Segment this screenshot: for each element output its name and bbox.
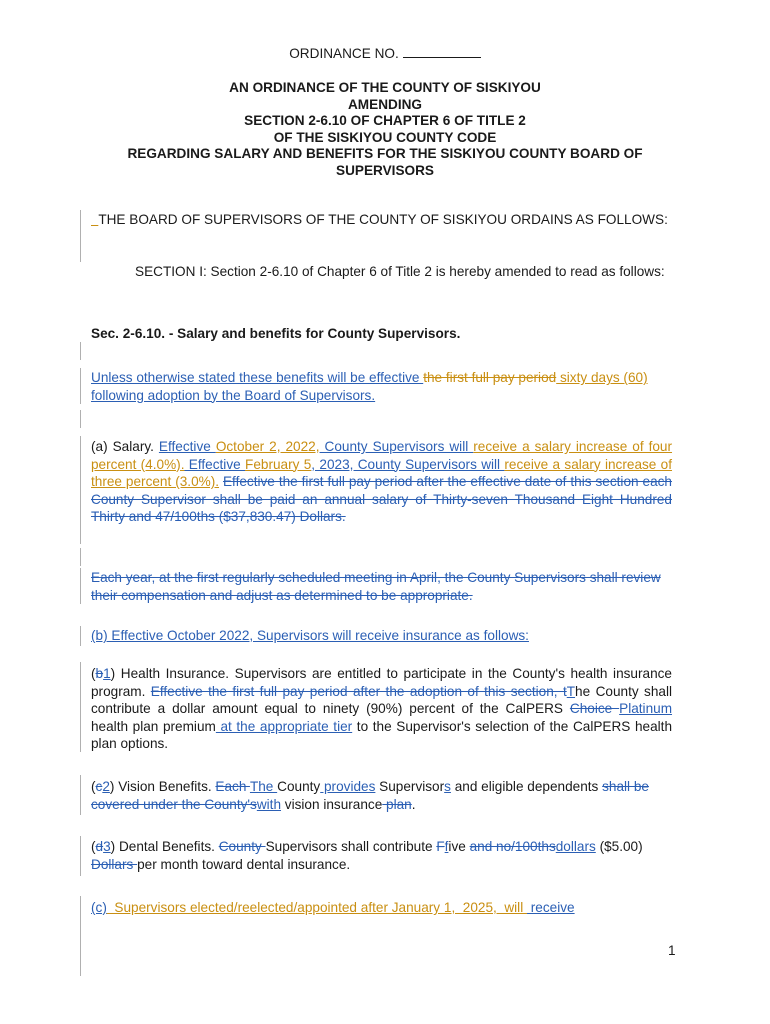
title-line: AN ORDINANCE OF THE COUNTY OF SISKIYOU xyxy=(229,80,541,95)
section-heading: Sec. 2-6.10. - Salary and benefits for County Supervisors. xyxy=(91,326,461,341)
ordinance-number-line xyxy=(80,45,690,61)
title-line: SECTION 2-6.10 OF CHAPTER 6 OF TITLE 2 xyxy=(244,113,526,128)
change-bar xyxy=(80,210,81,262)
health-insurance-paragraph: (b1) Health Insurance. Supervisors are entitled to participate in the County's health insurance program. Effective the first full pay period after the adoption of this section, tThe County shall contribute a dollar amount equal to ninety (90%) percent of the CalPERS Choice Platinum health plan premium at the appropriate tier to the Supervisor's selection of the CalPERS health plan options. xyxy=(91,666,673,751)
section-one-paragraph: SECTION I: Section 2-6.10 of Chapter 6 of Title 2 is hereby amended to read as follows: xyxy=(135,264,665,279)
change-bar xyxy=(80,368,81,404)
annual-review-paragraph: Each year, at the first regularly scheduled meeting in April, the County Supervisors shall review their compensation and adjust as determined to be appropriate. xyxy=(91,570,661,603)
enacting-clause xyxy=(91,211,672,229)
change-bar xyxy=(80,548,81,566)
title-line: OF THE SISKIYOU COUNTY CODE xyxy=(273,129,497,145)
ordinance-title xyxy=(80,80,690,179)
insurance-intro-paragraph: (b) Effective October 2022, Supervisors will receive insurance as follows: xyxy=(91,628,529,643)
change-bar xyxy=(80,662,81,752)
change-bar xyxy=(80,836,81,876)
effective-date-paragraph: Unless otherwise stated these benefits will be effective the first full pay period sixty days (60) following adoption by the Board of Supervisors. xyxy=(91,370,648,403)
ordinance-label: ORDINANCE NO. xyxy=(289,46,399,61)
enacting-text: THE BOARD OF SUPERVISORS OF THE COUNTY OF SISKIYOU ORDAINS AS FOLLOWS: xyxy=(98,212,668,227)
change-bar xyxy=(80,410,81,428)
change-bar xyxy=(80,775,81,815)
change-bar xyxy=(80,342,81,360)
title-line: REGARDING SALARY AND BENEFITS FOR THE SISKIYOU COUNTY BOARD OF xyxy=(127,146,643,161)
title-line: AMENDING xyxy=(347,96,422,112)
new-supervisors-paragraph: (c) Supervisors elected/reelected/appointed after January 1, 2025, will receive xyxy=(91,900,575,915)
change-bar xyxy=(80,896,81,976)
ordinance-number-blank xyxy=(403,45,481,58)
page-number: 1 xyxy=(668,943,676,958)
change-bar xyxy=(80,626,81,646)
dental-benefits-paragraph: (d3) Dental Benefits. County Supervisors shall contribute Ffive and no/100thsdollars ($5.00) Dollars per month toward dental insurance. xyxy=(91,839,643,872)
vision-benefits-paragraph: (c2) Vision Benefits. Each The County provides Supervisors and eligible dependents shall be covered under the County'swith vision insurance plan. xyxy=(91,779,649,812)
change-bar xyxy=(80,568,81,604)
change-bar xyxy=(80,436,81,544)
salary-paragraph: (a) Salary. Effective October 2, 2022, County Supervisors will receive a salary increase of four percent (4.0%). Effective February 5, 2023, County Supervisors will receive a salary increase of three percent (3.0%). Effective the first full pay period after the effective date of this section each County Supervisor shall be paid an annual salary of Thirty-seven Thousand Eight Hundred Thirty and 47/100ths ($37,830.47) Dollars. xyxy=(91,439,673,524)
title-line: SUPERVISORS xyxy=(336,162,434,178)
